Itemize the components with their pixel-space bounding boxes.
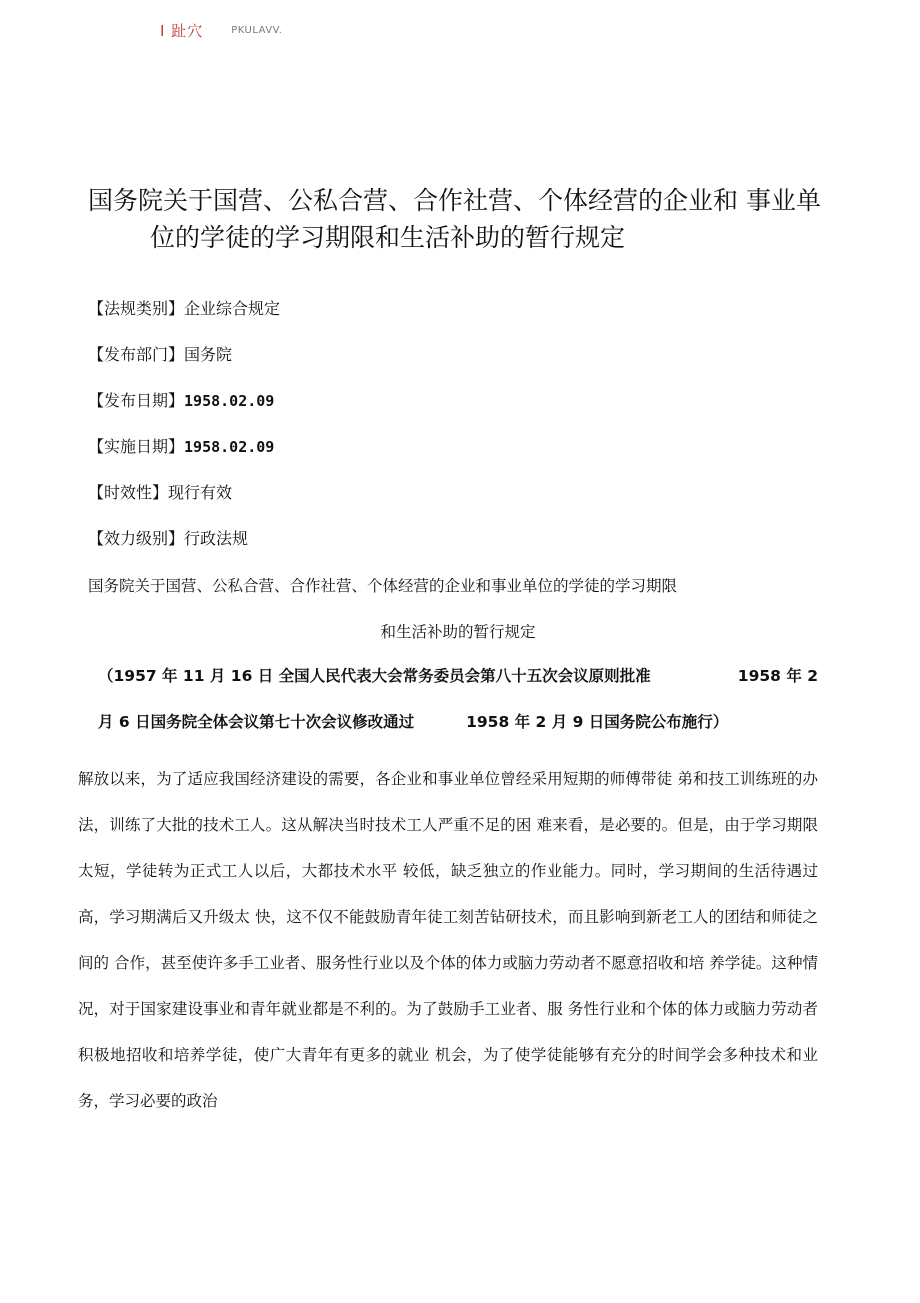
meta-row-publish-date [88,388,788,434]
meta-value: 企业综合规定 [184,299,281,318]
meta-row-level [88,526,788,572]
approval-note [98,664,818,734]
meta-row-category [88,296,788,342]
meta-row-issuer [88,342,788,388]
subtitle-line-1: 国务院关于国营、公私合营、合作社营、个体经营的企业和事业单位的学徒的学习期限 [88,577,678,595]
meta-label: 【时效性】 [88,483,169,502]
meta-row-validity [88,480,788,526]
page-header [160,20,282,40]
note-row-2 [98,710,818,734]
meta-value: 1958.02.09 [184,438,275,456]
note-text: 1958 年 2 月 9 日国务院公布施行） [466,713,729,731]
brand-logo-text: I 趾穴 [160,21,204,40]
meta-row-effective-date [88,434,788,480]
meta-label: 【发布日期】 [88,391,185,410]
metadata-list [88,296,788,572]
subtitle-line-2: 和生活补助的暂行规定 [380,623,536,641]
note-text: （1957 年 11 月 16 日 全国人民代表大会常务委员会第八十五次会议原则批准 [98,667,651,685]
title-line-1: 国务院关于国营、公私合营、合作社营、个体经营的企业和 事业单 [88,186,821,215]
meta-label: 【实施日期】 [88,437,185,456]
meta-label: 【效力级别】 [88,529,185,548]
title-line-2: 位的学徒的学习期限和生活补助的暂行规定 [150,223,626,252]
meta-label: 【法规类别】 [88,299,185,318]
note-text: 1958 年 2 [737,667,818,685]
document-subtitle [88,574,848,644]
brand-subtext: PKULAVV. [231,24,283,36]
body-paragraph [78,756,818,1124]
meta-value: 1958.02.09 [184,392,275,410]
paragraph-text: 解放以来，为了适应我国经济建设的需要，各企业和事业单位曾经采用短期的师傅带徒 弟和技工训练班的办法，训练了大批的技术工人。这从解决当时技术工人严重不足的困 难来看，是必要的。但是，由于学习期限太短，学徒转为正式工人以后，大都技术水平 较低，缺乏独立的作业能力。同时，学习期间的生活待遇过高，学习期满后又升级太 快，这不仅不能鼓励青年徒工刻苦钻研技术，而且影响到新老工人的团结和师徒之间的 合作，甚至使许多手工业者、服务性行业以及个体的体力或脑力劳动者不愿意招收和培 养学徒。这种情况，对于国家建设事业和青年就业都是不利的。为了鼓励手工业者、服 务性行业和个体的体力或脑力劳动者积极地招收和培养学徒，使广大青年有更多的就业 机会，为了使学徒能够有充分的时间学会多种技术和业务，学习必要的政治 [78,770,818,1110]
meta-value: 国务院 [184,345,233,364]
document-title [88,182,848,256]
meta-label: 【发布部门】 [88,345,185,364]
meta-value: 现行有效 [168,483,233,502]
meta-value: 行政法规 [184,529,249,548]
note-row-1 [98,664,818,688]
note-text: 月 6 日国务院全体会议第七十次会议修改通过 [98,713,415,731]
